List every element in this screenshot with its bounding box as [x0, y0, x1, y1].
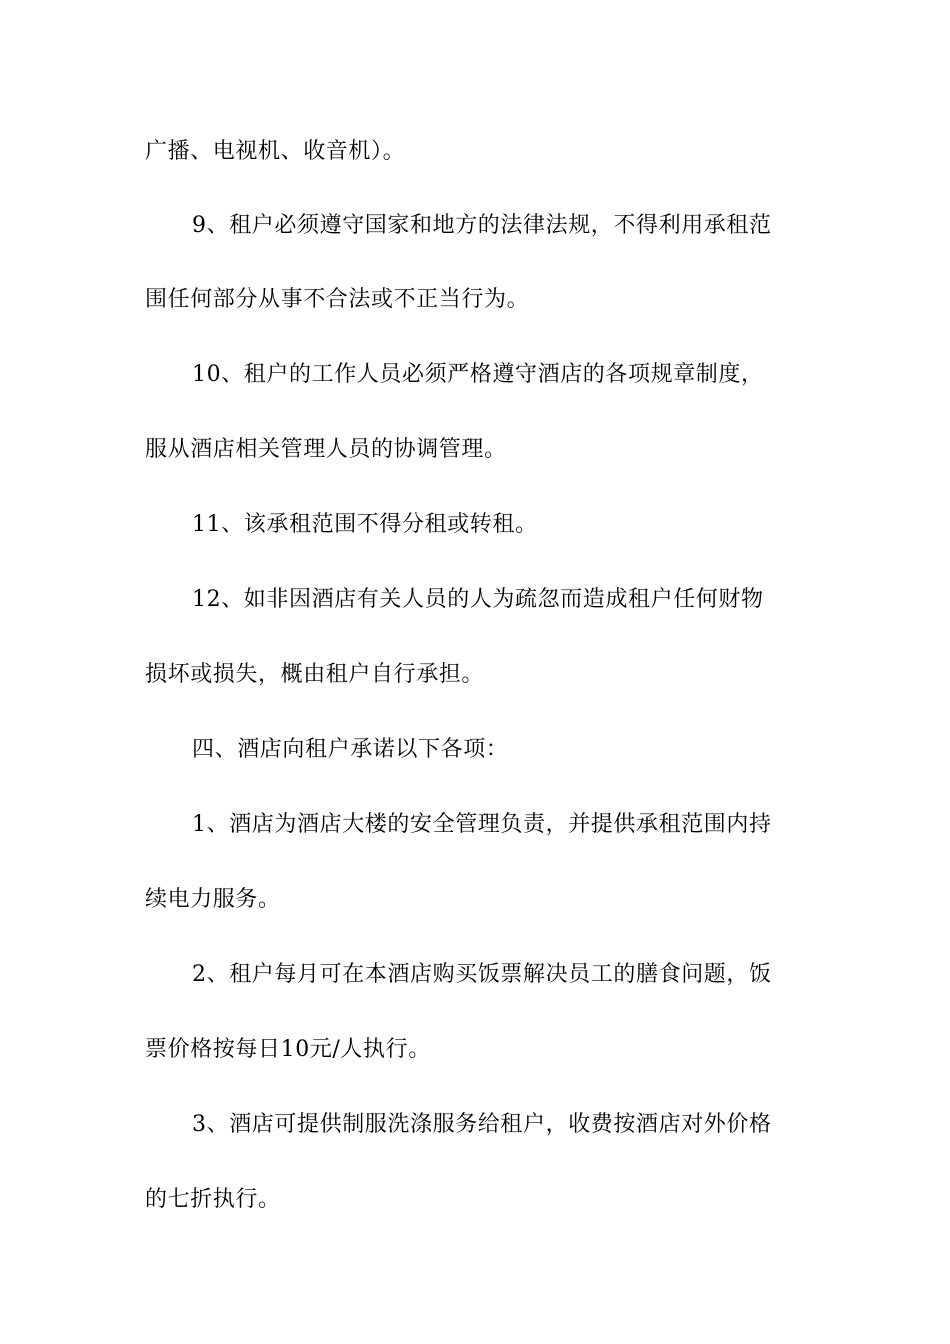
paragraph-9-line-1: 9、租户必须遵守国家和地方的法律法规，不得利用承租范 [192, 213, 772, 238]
commitment-1-line-1: 1、酒店为酒店大楼的安全管理负责，并提供承租范围内持 [192, 812, 772, 837]
paragraph-11: 11、该承租范围不得分租或转租。 [192, 512, 538, 537]
commitment-3-line-1: 3、酒店可提供制服洗涤服务给租户，收费按酒店对外价格 [192, 1112, 772, 1137]
commitment-3-line-2: 的七折执行。 [145, 1187, 281, 1212]
paragraph-12-line-1: 12、如非因酒店有关人员的人为疏忽而造成租户任何财物 [192, 587, 764, 612]
commitment-1-line-2: 续电力服务。 [145, 887, 281, 912]
paragraph-12-line-2: 损坏或损失，概由租户自行承担。 [145, 662, 485, 687]
commitment-2-line-1: 2、租户每月可在本酒店购买饭票解决员工的膳食问题，饭 [192, 962, 772, 987]
commitment-2-line-2: 票价格按每日10元/人执行。 [145, 1037, 431, 1062]
paragraph-10-line-1: 10、租户的工作人员必须严格遵守酒店的各项规章制度， [192, 362, 764, 387]
section-heading-4: 四、酒店向租户承诺以下各项： [192, 737, 509, 762]
paragraph-9-line-2: 围任何部分从事不合法或不正当行为。 [145, 287, 530, 312]
paragraph-10-line-2: 服从酒店相关管理人员的协调管理。 [145, 437, 507, 462]
text-line: 广播、电视机、收音机）。 [145, 139, 406, 164]
